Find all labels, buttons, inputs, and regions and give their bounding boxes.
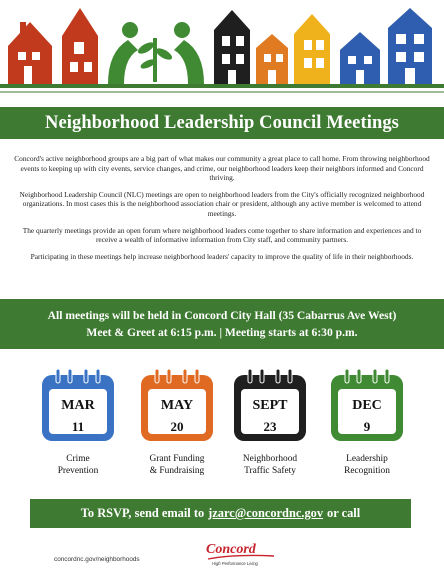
- event-sept: [222, 365, 318, 477]
- event-topic-line: Prevention: [57, 466, 99, 476]
- calendar-icon: [137, 365, 217, 445]
- house-banner-illustration: [0, 0, 444, 96]
- rsvp-banner: [30, 499, 411, 528]
- meeting-schedule: [0, 365, 444, 495]
- title-banner: [0, 107, 444, 139]
- intro-paragraph: Participating in these meetings help increase neighborhood leaders' capacity to improve the quality of life in their neighborhoods.: [30, 251, 414, 261]
- calendar-icon: [38, 365, 118, 445]
- intro-paragraph: The quarterly meetings provide an open forum where neighborhood leaders come together to share information and experiences and to receive a wealth of informative information from City staff, and community partners.: [22, 225, 422, 245]
- calendar-icon: [327, 365, 407, 445]
- event-topic-line: Crime: [66, 454, 90, 464]
- event-topic: [222, 453, 318, 477]
- event-day: 9: [363, 419, 371, 434]
- rsvp-suffix: or call: [327, 506, 361, 520]
- intro-paragraph: Neighborhood Leadership Council (NLC) meetings are open to neighborhood leaders from the City's officially recognized neighborhood organizations. In most cases this is the neighborhood association chair or president, although any active member is welcomed to attend meetings.: [19, 189, 425, 218]
- rsvp-email-link[interactable]: jzarc@concordnc.gov: [208, 506, 324, 520]
- concord-logo: [204, 542, 280, 570]
- event-topic-line: Recognition: [344, 466, 390, 476]
- footer-url-link[interactable]: concordnc.gov/neighborhoods: [54, 556, 140, 563]
- event-mar: [30, 365, 126, 477]
- event-topic: [129, 453, 225, 477]
- event-month: MAR: [61, 398, 95, 413]
- event-topic-line: Grant Funding: [149, 454, 205, 464]
- intro-paragraph: Concord's active neighborhood groups are a big part of what makes our community a great place to call home. From throwing neighborhood events to keeping up with city events, service changes, and crime, our neighborhood leaders keep their neighbors informed and Concord thriving.: [14, 154, 430, 183]
- page-title: Neighborhood Leadership Council Meetings: [45, 112, 399, 133]
- event-topic-line: & Fundraising: [149, 466, 205, 476]
- meeting-location: All meetings will be held in Concord City Hall (35 Cabarrus Ave West): [47, 309, 397, 322]
- event-day: 23: [263, 419, 277, 434]
- event-dec: [319, 365, 415, 477]
- houses-icon: [0, 0, 444, 96]
- rsvp-prefix: To RSVP, send email to: [80, 506, 205, 520]
- meeting-info-banner: [0, 299, 444, 349]
- logo-wordmark: Concord: [206, 542, 256, 557]
- event-may: [129, 365, 225, 477]
- event-day: 20: [170, 419, 184, 434]
- intro-text: [14, 154, 430, 268]
- event-topic: [319, 453, 415, 477]
- event-topic-line: Neighborhood: [242, 454, 298, 464]
- calendar-icon: [230, 365, 310, 445]
- event-topic-line: Leadership: [346, 454, 388, 464]
- meeting-times: Meet & Greet at 6:15 p.m. | Meeting starts at 6:30 p.m.: [86, 326, 358, 339]
- event-day: 11: [71, 419, 85, 434]
- logo-tagline: High Performance Living: [212, 561, 258, 566]
- event-month: DEC: [352, 398, 382, 413]
- event-topic-line: Traffic Safety: [244, 466, 296, 476]
- event-month: MAY: [160, 398, 194, 413]
- event-month: SEPT: [252, 398, 288, 413]
- event-topic: [30, 453, 126, 477]
